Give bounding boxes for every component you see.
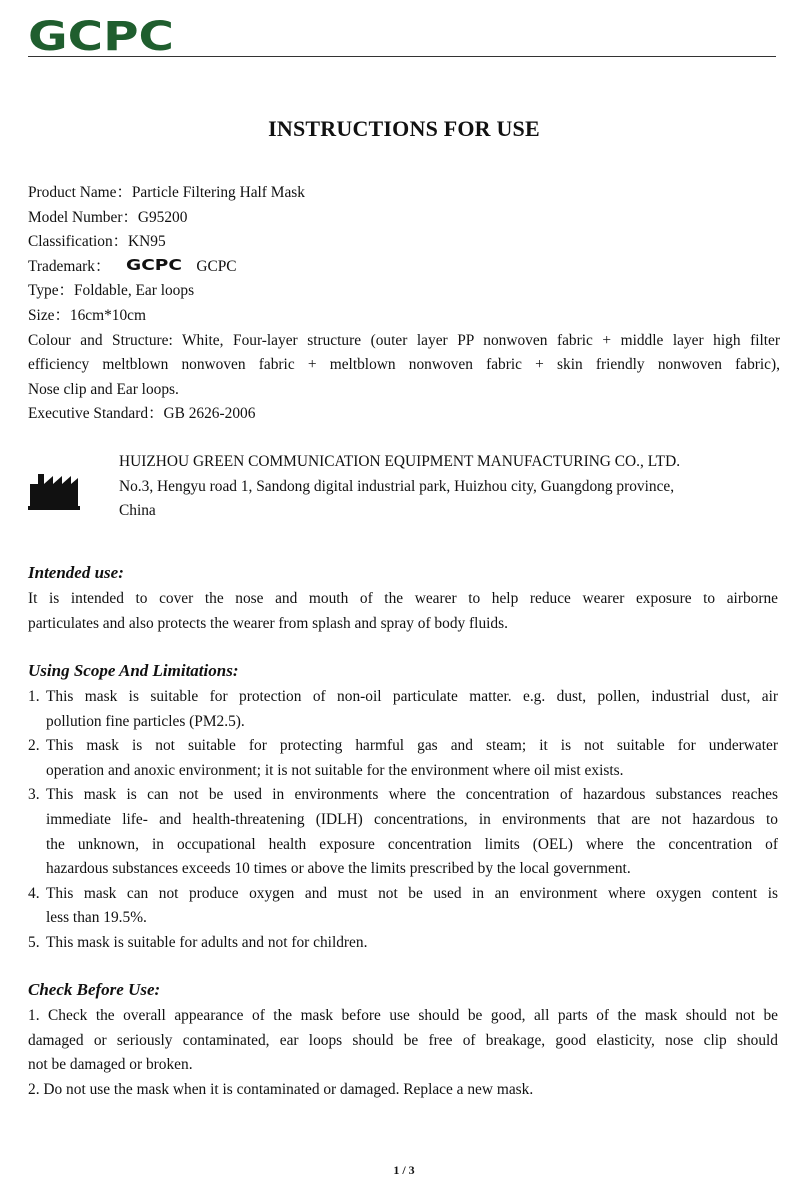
spec-value: G95200	[137, 208, 188, 226]
trademark-logo-text: GCPC	[126, 256, 183, 272]
spec-type	[28, 279, 780, 304]
list-line: pollution fine particles (PM2.5).	[46, 712, 245, 730]
list-line: hazardous substances exceeds 10 times or above the limits prescribed by the local government.	[46, 860, 631, 878]
paragraph-line: 2. Do not use the mask when it is contaminated or damaged. Replace a new mask.	[28, 1080, 534, 1098]
spec-classification	[28, 230, 780, 255]
list-item	[28, 783, 778, 881]
gcpc-logo-graphic	[28, 18, 174, 56]
spec-size	[28, 304, 780, 329]
spec-value: Particle Filtering Half Mask	[131, 184, 305, 201]
spec-label: Product Name：	[28, 184, 132, 201]
list-item	[28, 685, 778, 734]
list-line: This mask is can not be used in environments where the concentration of hazardous substances reaches	[46, 786, 778, 804]
list-item	[28, 734, 778, 783]
paragraph-line: 1. Check the overall appearance of the mask before use should be good, all parts of the mask should not be	[28, 1007, 778, 1024]
list-line: immediate life- and health-threatening (IDLH) concentrations, in environments that are not hazardous to	[46, 810, 778, 828]
factory-icon	[28, 464, 80, 510]
spec-value: 16cm*10cm	[69, 306, 146, 324]
list-number: 5.	[28, 933, 40, 951]
list-item	[28, 931, 778, 956]
spec-label: Size：	[28, 306, 70, 324]
spec-label: Trademark：	[28, 257, 111, 275]
manufacturer-address: China	[119, 502, 156, 520]
list-number: 4.	[28, 884, 40, 902]
spec-model-number	[28, 206, 780, 231]
spec-colour-line: Colour and Structure: White, Four-layer structure (outer layer PP nonwoven fabric + middle layer high filter	[28, 331, 780, 349]
spec-value: Foldable, Ear loops	[73, 282, 195, 300]
list-line: operation and anoxic environment; it is not suitable for the environment where oil mist exists.	[46, 761, 624, 779]
list-item	[28, 882, 778, 931]
gcpc-logo	[28, 18, 174, 56]
list-line: This mask can not produce oxygen and must not be used in an environment where oxygen content is	[46, 884, 778, 902]
page-title: INSTRUCTIONS FOR USE	[268, 116, 540, 141]
trademark-logo	[126, 257, 182, 272]
page-number: 1 / 3	[393, 1163, 415, 1177]
manufacturer-address: No.3, Hengyu road 1, Sandong digital industrial park, Huizhou city, Guangdong province,	[119, 477, 675, 495]
list-line: This mask is not suitable for protecting harmful gas and steam; it is not suitable for underwater	[46, 737, 778, 755]
header-divider	[28, 56, 776, 57]
list-line: the unknown, in occupational health exposure concentration limits (OEL) where the concentration of	[46, 835, 778, 853]
spec-label: Classification：	[28, 233, 129, 251]
paragraph-line: damaged or seriously contaminated, ear loops should be free of breakage, good elasticity, nose clip should	[28, 1031, 778, 1049]
spec-label: Type：	[28, 282, 74, 300]
paragraph-line: not be damaged or broken.	[28, 1056, 193, 1074]
check-list	[28, 1004, 778, 1102]
product-specs	[28, 181, 780, 427]
spec-colour-line: efficiency meltblown nonwoven fabric + meltblown nonwoven fabric + skin friendly nonwoven fabric),	[28, 356, 780, 374]
list-line: This mask is suitable for adults and not for children.	[46, 933, 368, 951]
paragraph-line: It is intended to cover the nose and mouth of the wearer to help reduce wearer exposure to airborne	[28, 590, 778, 607]
spec-label: Executive Standard：	[28, 405, 164, 423]
logo-text: GCPC	[28, 18, 174, 56]
list-number: 2.	[28, 737, 40, 755]
spec-trademark	[28, 255, 780, 280]
check-heading: Check Before Use:	[28, 980, 161, 999]
scope-heading: Using Scope And Limitations:	[28, 661, 239, 680]
spec-label: Model Number：	[28, 208, 138, 226]
spec-executive-standard	[28, 402, 780, 427]
list-line: less than 19.5%.	[46, 909, 147, 927]
list-number: 1.	[28, 688, 40, 705]
spec-value: GCPC	[196, 257, 237, 275]
list-number: 3.	[28, 786, 40, 804]
scope-list	[28, 685, 778, 956]
manufacturer-info	[119, 450, 779, 524]
spec-product-name	[28, 181, 780, 206]
list-line: This mask is suitable for protection of non-oil particulate matter. e.g. dust, pollen, industrial dust, air	[46, 688, 778, 705]
spec-colour-line: Nose clip and Ear loops.	[28, 380, 179, 398]
intended-use-heading: Intended use:	[28, 563, 124, 582]
paragraph-line: particulates and also protects the wearer from splash and spray of body fluids.	[28, 614, 508, 632]
intended-use-text	[28, 587, 778, 636]
spec-value: GB 2626-2006	[163, 405, 256, 423]
spec-value: KN95	[128, 233, 166, 251]
manufacturer-name: HUIZHOU GREEN COMMUNICATION EQUIPMENT MANUFACTURING CO., LTD.	[119, 453, 681, 470]
